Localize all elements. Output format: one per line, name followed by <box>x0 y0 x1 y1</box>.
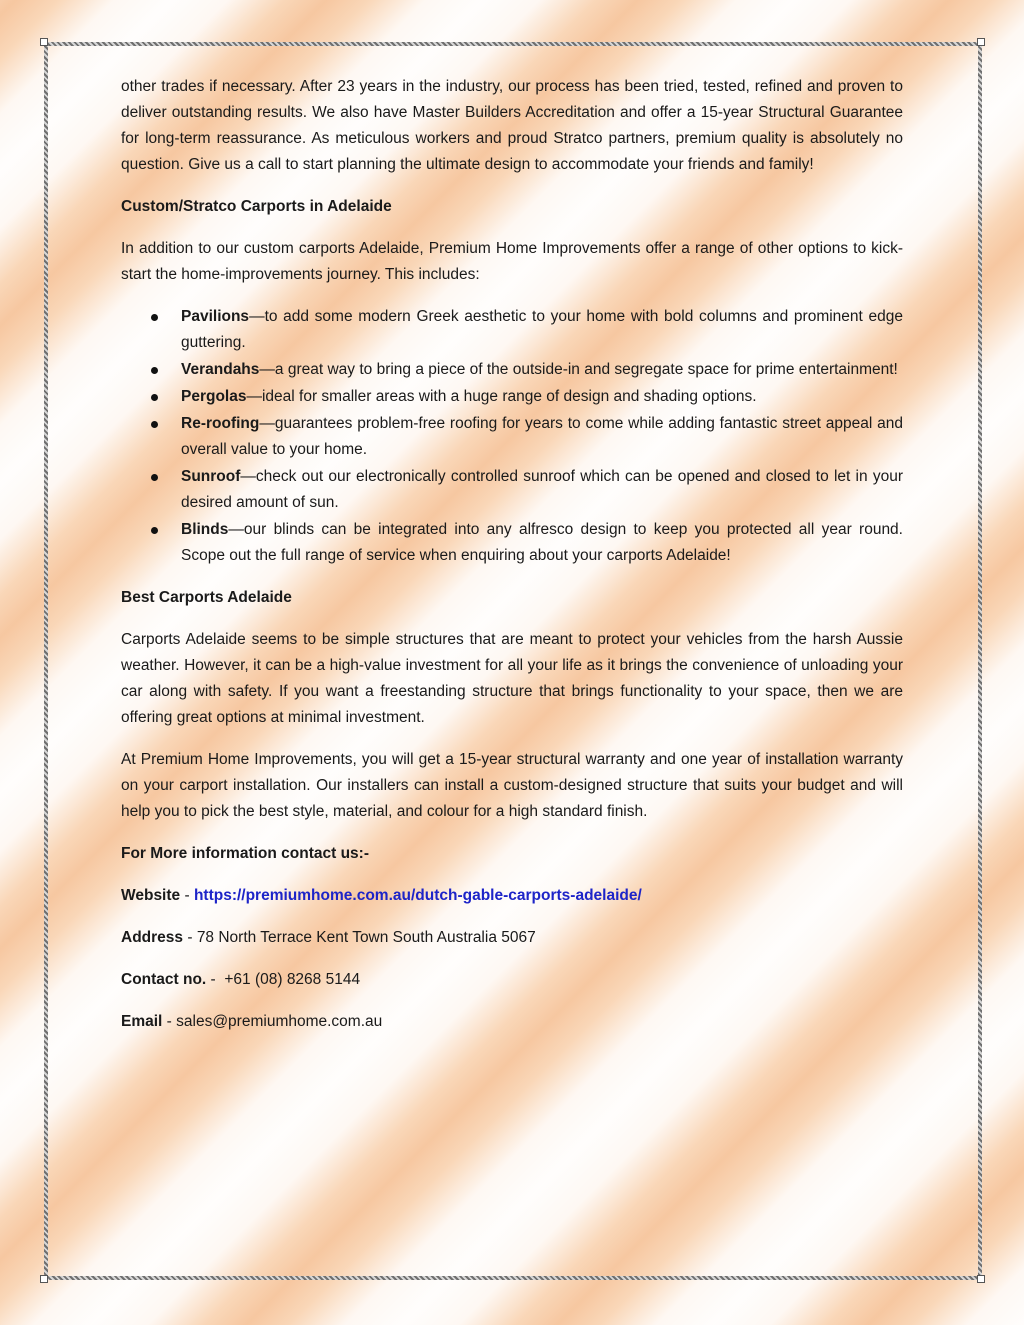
list-item-term: Re-roofing <box>181 415 260 432</box>
email-separator: - <box>162 1013 177 1030</box>
website-link[interactable]: https://premiumhome.com.au/dutch-gable-carports-adelaide/ <box>193 887 642 904</box>
list-item-text: —to add some modern Greek aesthetic to your home with bold columns and prominent edge guttering. <box>181 308 903 351</box>
custom-carports-paragraph: In addition to our custom carports Adelaide, Premium Home Improvements offer a range of other options to kick-start the home-improvements journey. This includes: <box>121 240 903 283</box>
phone-separator: - <box>206 971 225 988</box>
list-item-term: Pergolas <box>181 388 247 405</box>
best-carports-paragraph-2: At Premium Home Improvements, you will get a 15-year structural warranty and one year of installation warranty on your carport installation. Our installers can install a custom-designed structure that suits your budget and will help you to pick the best style, material, and colour for a high standard finish. <box>121 751 903 820</box>
heading-custom-carports: Custom/Stratco Carports in Adelaide <box>121 198 392 215</box>
list-item-term: Verandahs <box>181 361 260 378</box>
intro-paragraph: other trades if necessary. After 23 years in the industry, our process has been tried, tested, refined and proven to deliver outstanding results. We also have Master Builders Accreditation and offer a 15-year Structural Guarantee for long-term reassurance. As meticulous workers and proud Stratco partners, premium quality is absolutely no question. Give us a call to start planning the ultimate design to accommodate your friends and family! <box>121 78 903 173</box>
border-corner-bottom-right <box>977 1275 985 1283</box>
border-corner-bottom-left <box>40 1275 48 1283</box>
bullet-icon <box>151 394 158 401</box>
email-line <box>121 1009 903 1035</box>
bullet-icon <box>151 367 158 374</box>
list-item-text: —guarantees problem-free roofing for years to come while adding fantastic street appeal and overall value to your home. <box>181 415 903 458</box>
phone-label: Contact no. <box>121 971 207 988</box>
website-label: Website <box>121 887 181 904</box>
bullet-icon <box>151 314 158 321</box>
list-item-text: —a great way to bring a piece of the outside-in and segregate space for prime entertainment! <box>259 361 898 378</box>
document-content <box>121 74 903 1051</box>
list-item-blinds <box>121 517 903 569</box>
list-item-term: Blinds <box>181 521 229 538</box>
bullet-icon <box>151 474 158 481</box>
heading-best-carports: Best Carports Adelaide <box>121 589 292 606</box>
services-list <box>121 304 903 569</box>
list-item-pavilions <box>121 304 903 356</box>
list-item-re-roofing <box>121 411 903 463</box>
heading-contact: For More information contact us:- <box>121 845 369 862</box>
list-item-term: Sunroof <box>181 468 241 485</box>
list-item-text: —our blinds can be integrated into any alfresco design to keep you protected all year round. Scope out the full range of service when enquiring about your carports Adelaide! <box>181 521 903 564</box>
website-separator: - <box>180 887 194 904</box>
best-carports-paragraph-1: Carports Adelaide seems to be simple structures that are meant to protect your vehicles from the harsh Aussie weather. However, it can be a high-value investment for all your life as it brings the convenience of unloading your car along with safety. If you want a freestanding structure that brings functionality to your space, then we are offering great options at minimal investment. <box>121 631 903 726</box>
phone-line <box>121 967 903 993</box>
list-item-text: —check out our electronically controlled sunroof which can be opened and closed to let in your desired amount of sun. <box>181 468 903 511</box>
email-label: Email <box>121 1013 163 1030</box>
bullet-icon <box>151 527 158 534</box>
list-item-term: Pavilions <box>181 308 250 325</box>
website-line <box>121 883 903 909</box>
list-item-pergolas <box>121 384 903 410</box>
address-value: 78 North Terrace Kent Town South Australia 5067 <box>196 929 536 946</box>
list-item-sunroof <box>121 464 903 516</box>
address-line <box>121 925 903 951</box>
list-item-text: —ideal for smaller areas with a huge range of design and shading options. <box>246 388 757 405</box>
list-item-verandahs <box>121 357 903 383</box>
border-corner-top-right <box>977 38 985 46</box>
address-label: Address <box>121 929 184 946</box>
phone-value: +61 (08) 8268 5144 <box>224 971 361 988</box>
border-corner-top-left <box>40 38 48 46</box>
email-value: sales@premiumhome.com.au <box>176 1013 383 1030</box>
address-separator: - <box>183 929 197 946</box>
bullet-icon <box>151 421 158 428</box>
